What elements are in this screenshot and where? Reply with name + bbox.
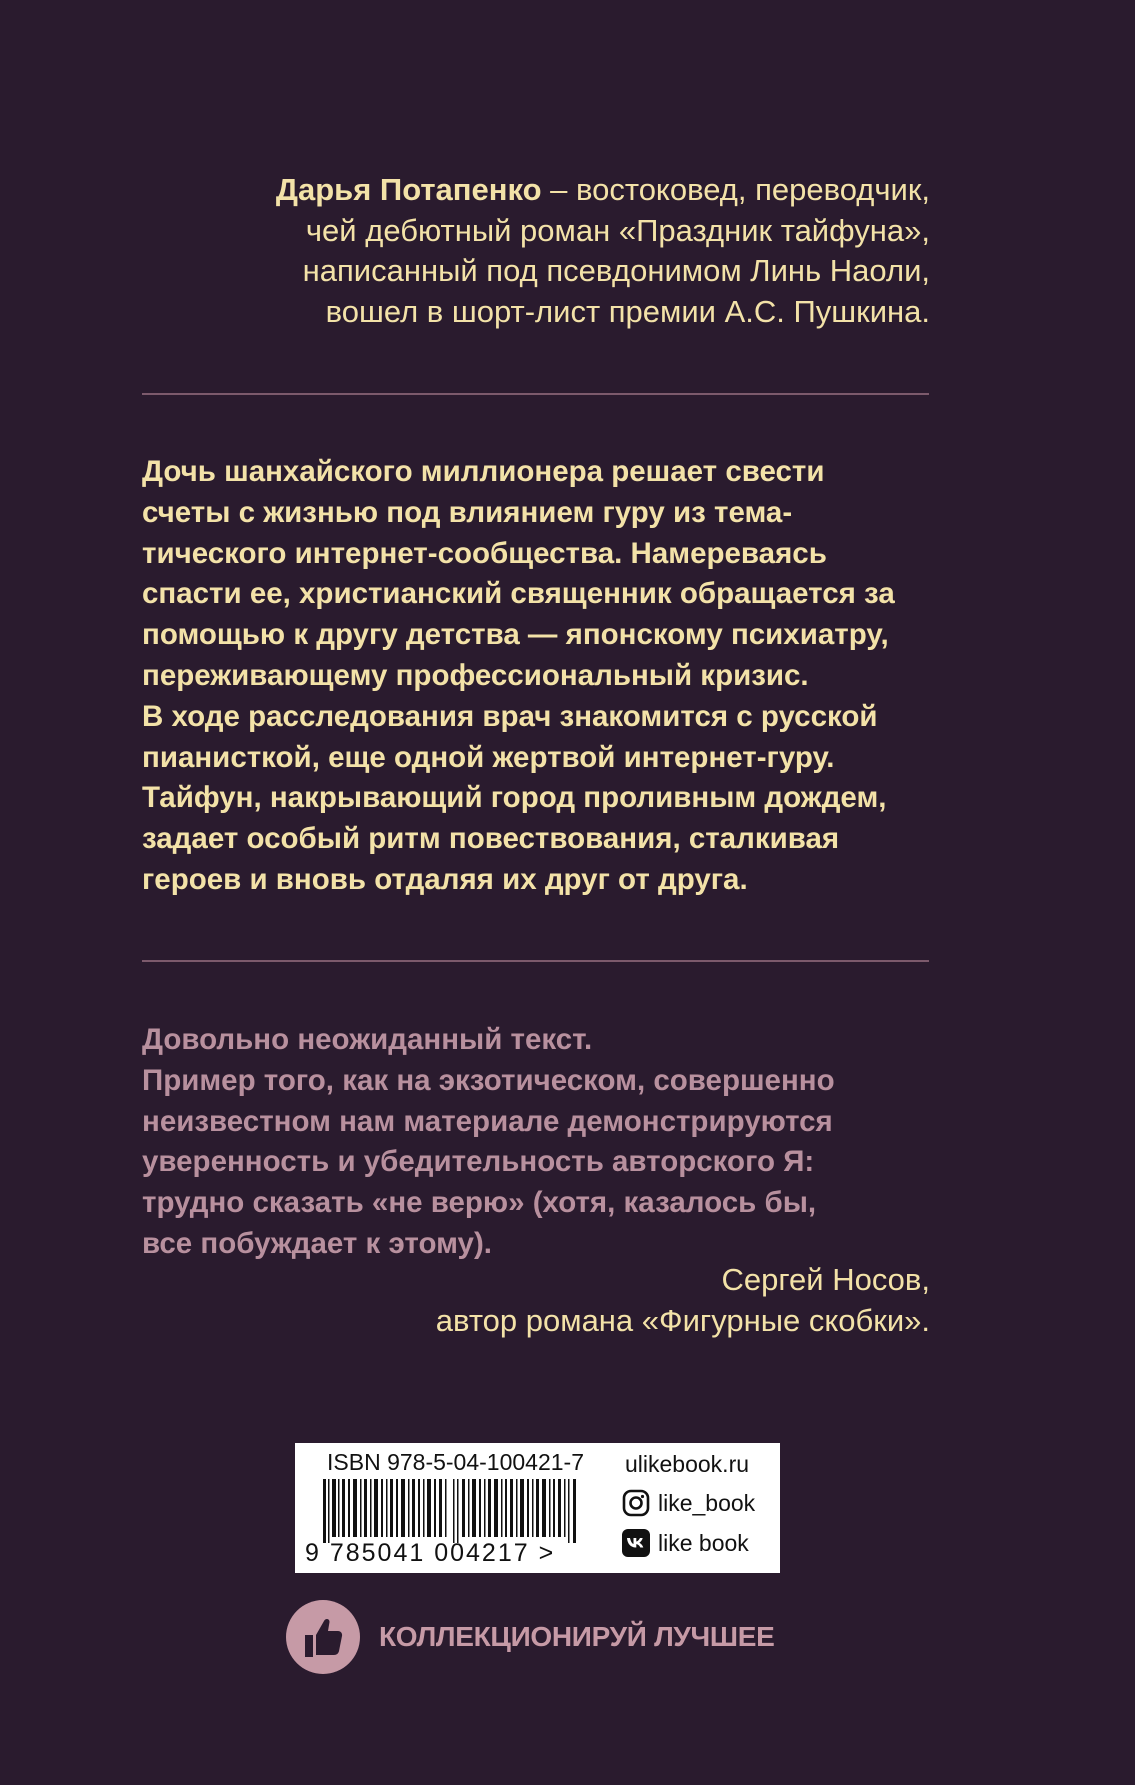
synopsis-line: спасти ее, христианский священник обращается за [142,577,895,611]
brand-slogan: КОЛЛЕКЦИОНИРУЙ ЛУЧШЕЕ [379,1621,775,1652]
review-quote [142,1020,942,1265]
barcode-panel [295,1443,780,1573]
synopsis-line: тического интернет-сообщества. Намереваясь [142,536,827,570]
synopsis-line: В ходе расследования врач знакомится с русской [142,699,878,733]
synopsis-line: Дочь шанхайского миллионера решает свести [142,455,825,488]
synopsis [142,452,942,901]
website-link[interactable]: ulikebook.ru [625,1451,750,1477]
instagram-icon [622,1489,650,1517]
review-line: уверенность и убедительность авторского Я: [142,1145,815,1179]
review-line: все побуждает к этому). [142,1226,492,1260]
barcode-icon [323,1479,593,1543]
instagram-link[interactable] [622,1489,755,1517]
brand-block [285,1600,775,1674]
author-bio [140,170,930,332]
review-attribution [142,1260,930,1341]
synopsis-line: пианисткой, еще одной жертвой интернет-гуру. [142,740,835,774]
thumbs-up-icon [285,1599,361,1675]
vk-handle: like book [658,1529,749,1556]
author-bio-line-1 [140,170,930,211]
synopsis-line: переживающему профессиональный кризис. [142,658,809,692]
review-line: неизвестном нам материале демонстрируются [142,1104,833,1138]
synopsis-line: Тайфун, накрывающий город проливным дождем, [142,781,887,815]
author-bio-line-2: чей дебютный роман «Праздник тайфуна», [305,212,930,248]
review-line: трудно сказать «не верю» (хотя, казалось бы, [142,1186,817,1220]
isbn-label: ISBN 978-5-04-100421-7 [327,1449,584,1475]
synopsis-line: счеты с жизнью под влиянием гуру из тема- [142,495,793,529]
author-bio-line-1-rest: – востоковед, переводчик, [541,172,930,207]
reviewer-name: Сергей Носов, [721,1262,930,1297]
divider [142,393,929,395]
author-name: Дарья Потапенко [275,172,542,207]
synopsis-line: задает особый ритм повествования, сталкивая [142,822,840,856]
review-line: Довольно неожиданный текст. [142,1023,593,1056]
reviewer-role: автор романа «Фигурные скобки». [435,1302,930,1338]
review-line: Пример того, как на экзотическом, совершенно [142,1063,835,1097]
synopsis-line: героев и вновь отдаляя их друг от друга. [142,862,748,896]
divider [142,960,929,962]
author-bio-line-3: написанный под псевдонимом Линь Наоли, [302,253,930,288]
instagram-handle: like_book [658,1489,756,1516]
synopsis-line: помощью к другу детства — японскому психиатру, [142,618,889,652]
vk-link[interactable] [622,1529,749,1557]
author-bio-line-4: вошел в шорт-лист премии А.С. Пушкина. [325,293,930,329]
barcode-digits: 9 785041 004217 > [305,1539,556,1567]
vk-icon [622,1529,650,1557]
